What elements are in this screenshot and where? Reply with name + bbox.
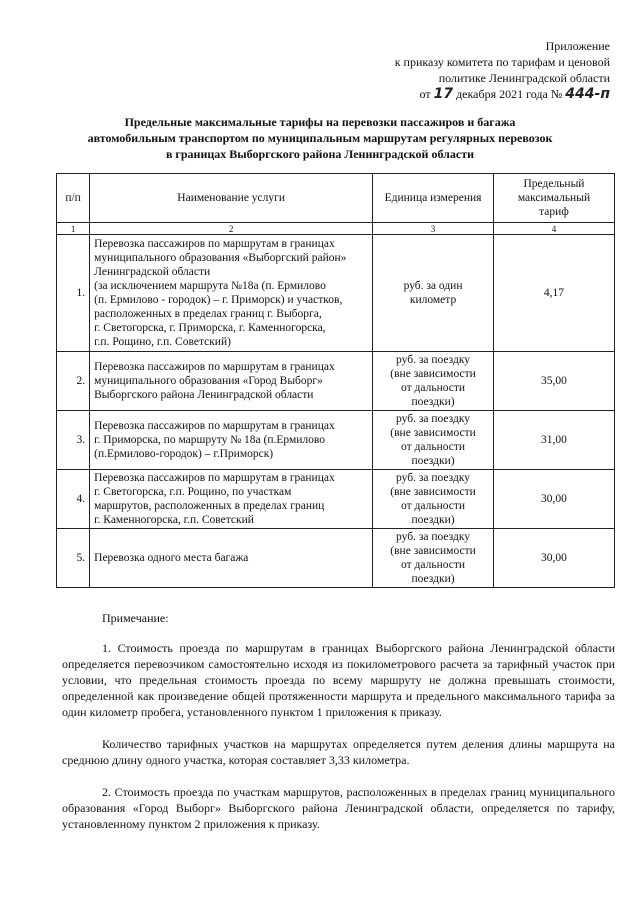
- service-name-line: г. Приморска, по маршруту № 18а (п.Ермилово: [94, 434, 326, 446]
- notes-section: [62, 610, 615, 848]
- service-name-line: (п. Ермилово - городок) – г. Приморск) и участков,: [94, 294, 343, 306]
- service-name-line: Перевозка одного места багажа: [94, 552, 249, 564]
- column-index-row: [57, 223, 615, 235]
- note-paragraph-2: Количество тарифных участков на маршрутах определяется путем деления длины маршрута на среднюю длину одного участка, которая составляет 3,33 километра.: [62, 737, 615, 767]
- header-unit: Единица измерения: [373, 174, 494, 223]
- service-name: [90, 470, 373, 529]
- date-prefix: от: [419, 87, 431, 101]
- unit-line: поездки): [411, 573, 455, 585]
- unit-of-measure: [373, 529, 494, 588]
- header-num: п/п: [57, 174, 90, 223]
- table-row: [57, 352, 615, 411]
- service-name-line: Ленинградской области: [94, 266, 211, 278]
- unit-line: километр: [409, 294, 457, 306]
- service-name-line: Перевозка пассажиров по маршрутам в границах: [94, 238, 335, 250]
- service-name-line: (п.Ермилово-городок) – г.Приморск): [94, 448, 274, 460]
- table-row: [57, 235, 615, 352]
- unit-line: (вне зависимости: [390, 368, 476, 380]
- unit-of-measure: [373, 470, 494, 529]
- service-name-line: г. Каменногорска, г.п. Советский: [94, 514, 254, 526]
- unit-line: (вне зависимости: [390, 427, 476, 439]
- title-line-3: в границах Выборгского района Ленинградской области: [165, 147, 475, 161]
- notes-heading: Примечание:: [102, 611, 169, 625]
- unit-line: (вне зависимости: [390, 545, 476, 557]
- service-name-line: Выборгского района Ленинградской области: [94, 389, 314, 401]
- service-name: [90, 411, 373, 470]
- table-row: [57, 470, 615, 529]
- service-name-line: Перевозка пассажиров по маршрутам в границах: [94, 420, 335, 432]
- column-index: 2: [90, 223, 373, 235]
- service-name-line: Перевозка пассажиров по маршрутам в границах: [94, 472, 335, 484]
- service-name: [90, 352, 373, 411]
- unit-line: поездки): [411, 514, 455, 526]
- unit-line: от дальности: [401, 382, 466, 394]
- document-title: [40, 114, 600, 162]
- note-paragraph-3: 2. Стоимость проезда по участкам маршрутов, расположенных в пределах границ муниципального образования «Город Выборг» Выборгского района Ленинградской области, определяется по тарифу, установленному пунктом 2 приложения к приказу.: [62, 785, 615, 831]
- service-name-line: г.п. Рощино, г.п. Советский): [94, 336, 231, 348]
- unit-of-measure: [373, 411, 494, 470]
- service-name: [90, 235, 373, 352]
- tariff-value: 4,17: [493, 235, 614, 352]
- unit-of-measure: [373, 352, 494, 411]
- header-name: Наименование услуги: [90, 174, 373, 223]
- unit-line: руб. за один: [403, 280, 463, 292]
- column-index: 4: [493, 223, 614, 235]
- service-name-line: расположенных в пределах границ г. Выборга,: [94, 308, 322, 320]
- title-line-2: автомобильным транспортом по муниципальным маршрутам регулярных перевозок: [87, 131, 553, 145]
- service-name-line: г. Светогорска, г.п. Рощино, по участкам: [94, 486, 292, 498]
- service-name-line: маршрутов, расположенных в пределах границ: [94, 500, 325, 512]
- row-number: 2.: [57, 352, 90, 411]
- header-rate-line: тариф: [539, 206, 569, 218]
- service-name-line: (за исключением маршрута №18а (п. Ермилово: [94, 280, 326, 292]
- title-line-1: Предельные максимальные тарифы на перевозки пассажиров и багажа: [124, 115, 516, 129]
- appendix-label: Приложение: [545, 39, 610, 53]
- header-rate-line: Предельный: [523, 178, 585, 190]
- unit-line: руб. за поездку: [396, 354, 471, 366]
- unit-line: от дальности: [401, 559, 466, 571]
- unit-line: от дальности: [401, 441, 466, 453]
- date-middle: декабря 2021 года №: [456, 87, 563, 101]
- appendix-order-ref: к приказу комитета по тарифам и ценовой: [394, 55, 610, 69]
- row-number: 3.: [57, 411, 90, 470]
- tariff-value: 31,00: [493, 411, 614, 470]
- header-rate: [493, 174, 614, 223]
- unit-line: (вне зависимости: [390, 486, 476, 498]
- appendix-committee: политике Ленинградской области: [438, 71, 610, 85]
- unit-of-measure: [373, 235, 494, 352]
- service-name-line: г. Светогорска, г. Приморска, г. Каменногорска,: [94, 322, 326, 334]
- header-rate-line: максимальный: [517, 192, 591, 204]
- note-paragraph-1: 1. Стоимость проезда по маршрутам в границах Выборгского района Ленинградской области определяется перевозчиком самостоятельно исходя из покилометрового расчета за тарифный участок при условии, что предельная стоимость проезда по всему маршруту не должна превышать стоимости, определенной как произведение общей протяженности маршрута и предельного максимального тарифа за один километр пробега, установленного пунктом 1 приложения к приказу.: [62, 641, 615, 719]
- table-header-row: [57, 174, 615, 223]
- unit-line: поездки): [411, 455, 455, 467]
- row-number: 4.: [57, 470, 90, 529]
- handwritten-day: 17: [433, 86, 454, 102]
- column-index: 3: [373, 223, 494, 235]
- unit-line: руб. за поездку: [396, 472, 471, 484]
- tariff-value: 35,00: [493, 352, 614, 411]
- service-name-line: Перевозка пассажиров по маршрутам в границах: [94, 361, 335, 373]
- unit-line: от дальности: [401, 500, 466, 512]
- tariff-table: [56, 173, 615, 588]
- service-name-line: муниципального образования «Город Выборг»: [94, 375, 323, 387]
- unit-line: руб. за поездку: [396, 531, 471, 543]
- appendix-header: [340, 38, 610, 102]
- handwritten-order-number: 444-п: [565, 86, 610, 102]
- unit-line: руб. за поездку: [396, 413, 471, 425]
- tariff-value: 30,00: [493, 529, 614, 588]
- tariff-value: 30,00: [493, 470, 614, 529]
- row-number: 5.: [57, 529, 90, 588]
- service-name: [90, 529, 373, 588]
- table-row: [57, 411, 615, 470]
- row-number: 1.: [57, 235, 90, 352]
- unit-line: поездки): [411, 396, 455, 408]
- column-index: 1: [57, 223, 90, 235]
- table-row: [57, 529, 615, 588]
- service-name-line: муниципального образования «Выборгский район»: [94, 252, 347, 264]
- appendix-date-line: [340, 86, 610, 102]
